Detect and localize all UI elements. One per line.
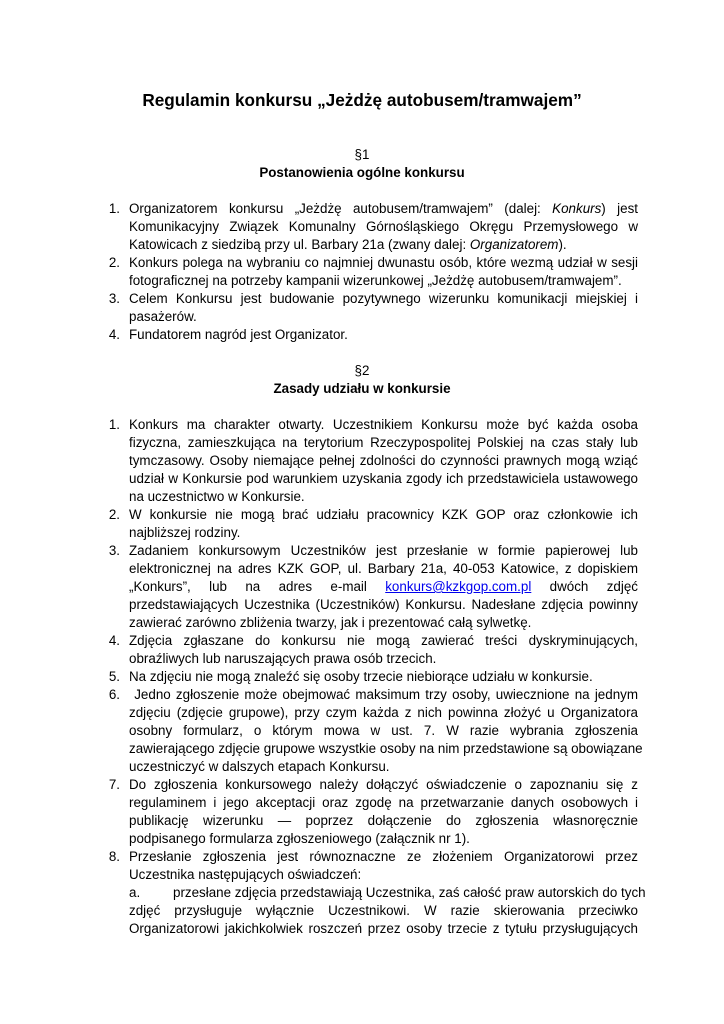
sub-a-line-2: zdjęć przysługuje wyłącznie Uczestnikowi. W razie skierowania przeciwko [129, 903, 638, 918]
s1-item-1-line-3 [129, 236, 638, 254]
s2-item-8-number: 8. [108, 849, 120, 864]
s2-item-7-line-3: publikację wizerunku — poprzez dołączenie do zgłoszenia własnoręcznie [129, 813, 638, 828]
s1-item-1-text-d: ). [558, 237, 567, 252]
section-1-heading: Postanowienia ogólne konkursu [259, 165, 465, 180]
s2-item-6-line-1: Jedno zgłoszenie może obejmować maksimum trzy osoby, uwiecznione na jednym [129, 687, 638, 702]
s2-item-1-line-2: fizyczna, zamieszkująca na terytorium Rzeczypospolitej Polskiej na czas stały lub [129, 435, 638, 450]
s2-item-4-line-1: Zdjęcia zgłaszane do konkursu nie mogą zawierać treści dyskryminujących, [129, 633, 638, 648]
s1-item-1-text-a: Organizatorem konkursu „Jeżdżę autobusem/tramwajem” (dalej: [129, 201, 553, 216]
s2-item-6-line-3: osobny formularz, o którym mowa w ust. 7. W razie wybrania zgłoszenia [129, 723, 638, 738]
s2-item-8-line-2: Uczestnika następujących oświadczeń: [129, 867, 362, 882]
s2-item-2-line-2: najbliższej rodziny. [129, 525, 241, 540]
s2-item-1-line-4: udział w Konkursie pod warunkiem uzyskania zgody ich przedstawiciela ustawowego [129, 471, 638, 486]
s1-item-4-line-1: Fundatorem nagród jest Organizator. [129, 327, 348, 342]
s2-item-7-line-1: Do zgłoszenia konkursowego należy dołączyć oświadczenie o zapoznaniu się z [129, 777, 638, 792]
s2-item-4-number: 4. [108, 633, 120, 648]
s2-item-3-line-2: elektronicznej na adres KZK GOP, ul. Barbary 21a, 40-053 Katowice, z dopiskiem [129, 561, 638, 576]
s2-item-7-line-2: regulaminem i jego akceptacji oraz zgodę na przetwarzanie danych osobowych i [129, 795, 638, 810]
s2-item-3-line-3 [129, 578, 638, 596]
s1-item-1-italic-organizator: Organizatorem [469, 237, 559, 252]
s1-item-2-line-1: Konkurs polega na wybraniu co najmniej dwunastu osób, które wezmą udział w sesji [129, 255, 638, 270]
document-title: Regulamin konkursu „Jeżdżę autobusem/tramwajem” [142, 90, 582, 110]
s1-item-2-line-2: fotograficznej na potrzeby kampanii wizerunkowej „Jeżdżę autobusem/tramwajem”. [129, 273, 622, 288]
s2-item-3-text-a: „Konkurs”, lub na adres e-mail [129, 579, 386, 594]
s1-item-1-line-1 [129, 200, 638, 218]
s1-item-1-text-b: ) jest [601, 201, 638, 216]
section-1-number: §1 [354, 147, 370, 162]
s1-item-1-line-2: Komunikacyjny Związek Komunalny Górnośląskiego Okręgu Przemysłowego w [129, 219, 638, 234]
s2-item-5-line-1: Na zdjęciu nie mogą znaleźć się osoby trzecie niebiorące udziału w konkursie. [129, 669, 593, 684]
sub-a-line-1: przesłane zdjęcia przedstawiają Uczestnika, zaś całość praw autorskich do tych [173, 885, 646, 900]
s2-item-1-line-1: Konkurs ma charakter otwarty. Uczestnikiem Konkursu może być każda osoba [129, 417, 638, 432]
s2-item-6-line-4: zawierającego zdjęcie grupowe wszystkie osoby na nim przedstawione są obowiązane [129, 741, 643, 756]
s2-item-1-line-5: na uczestnictwo w Konkursie. [129, 489, 305, 504]
section-2-heading: Zasady udziału w konkursie [273, 381, 451, 396]
s1-item-1-text-c: Katowicach z siedzibą przy ul. Barbary 21a (zwany dalej: [129, 237, 470, 252]
s2-item-7-number: 7. [108, 777, 120, 792]
s2-item-6-number: 6. [108, 687, 120, 702]
section-2-number: §2 [354, 363, 370, 378]
email-link[interactable]: konkurs@kzkgop.com.pl [385, 579, 532, 594]
s1-item-1-italic-konkurs: Konkurs [552, 201, 602, 216]
s2-item-8-line-1: Przesłanie zgłoszenia jest równoznaczne ze złożeniem Organizatorowi przez [129, 849, 638, 864]
s2-item-1-number: 1. [108, 417, 120, 432]
s2-item-2-number: 2. [108, 507, 120, 522]
sub-a-label: a. [129, 885, 141, 900]
s2-item-6-line-2: zdjęciu (zdjęcie grupowe), przy czym każda z nich powinna złożyć u Organizatora [129, 705, 638, 720]
s1-item-3-line-1: Celem Konkursu jest budowanie pozytywnego wizerunku komunikacji miejskiej i [129, 291, 638, 306]
sub-a-line-3: Organizatorowi jakichkolwiek roszczeń przez osoby trzecie z tytułu przysługujących [129, 921, 638, 936]
s2-item-7-line-4: podpisanego formularza zgłoszeniowego (załącznik nr 1). [129, 831, 470, 846]
s2-item-3-line-5: zawierać zarówno zbliżenia twarzy, jak i prezentować całą sylwetkę. [129, 615, 532, 630]
s2-item-3-text-b: dwóch zdjęć [531, 579, 638, 594]
s1-item-3-number: 3. [108, 291, 120, 306]
s2-item-1-line-3: tymczasowy. Osoby niemające pełnej zdolności do czynności prawnych mogą wziąć [129, 453, 638, 468]
s2-item-4-line-2: obraźliwych lub naruszających prawa osób trzecich. [129, 651, 437, 666]
s2-item-2-line-1: W konkursie nie mogą brać udziału pracownicy KZK GOP oraz członkowie ich [129, 507, 638, 522]
s2-item-3-line-4: przedstawiających Uczestnika (Uczestników) Konkursu. Nadesłane zdjęcia powinny [129, 597, 638, 612]
s1-item-1-number: 1. [108, 201, 120, 216]
s1-item-4-number: 4. [108, 327, 120, 342]
s2-item-3-line-1: Zadaniem konkursowym Uczestników jest przesłanie w formie papierowej lub [129, 543, 638, 558]
s1-item-3-line-2: pasażerów. [129, 309, 197, 324]
s2-item-5-number: 5. [108, 669, 120, 684]
s2-item-6-line-5: uczestniczyć w dalszych etapach Konkursu. [129, 759, 390, 774]
s2-item-3-number: 3. [108, 543, 120, 558]
s1-item-2-number: 2. [108, 255, 120, 270]
